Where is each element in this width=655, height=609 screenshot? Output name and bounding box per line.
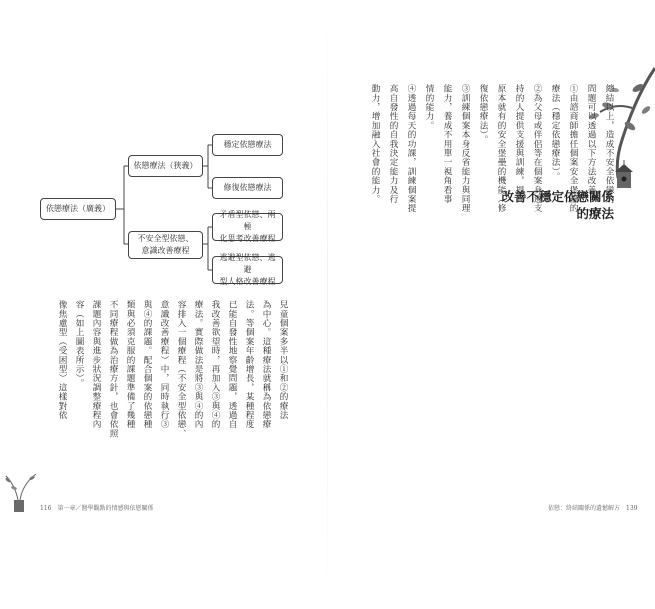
text-column: 兒童個案多半以①和②的療法 — [278, 300, 288, 420]
text-column: 療法（穩定依戀療法）。 — [550, 84, 560, 181]
left-footer: 116 第一章／醫學觀點的情感與依戀關係 — [40, 505, 154, 512]
text-column: 已能自發性地察覺問題，透過自 — [227, 300, 237, 429]
right-footer: 依戀：終結關係的遺憾解方 139 — [548, 505, 638, 512]
text-column: 與④的課題。配合個案的依戀種 — [142, 300, 152, 429]
text-column: 持的人提供支援與訓練，提高 — [514, 84, 524, 204]
text-column: 容（如上圖表所示）。 — [74, 300, 84, 388]
text-column: 復依戀療法）。 — [478, 84, 488, 145]
root-node — [40, 198, 116, 220]
repair-label: 修復依戀療法 — [223, 183, 272, 192]
plant-pot-illustration — [2, 470, 42, 515]
narrow-label: 依戀療法（狹義） — [133, 161, 198, 170]
text-column: 容排入一個療程（不安全型依戀、 — [176, 300, 186, 438]
text-column: ④透過每天的功課，訓練個案提 — [406, 84, 416, 213]
text-column: ③訓練個案本身反省能力與同理 — [460, 84, 470, 213]
text-column: 原本就有的安全堡壘的機能（修 — [496, 84, 506, 213]
text-column: 意識改善療程）中，同時執行③ — [159, 300, 169, 429]
stable-label: 穩定依戀療法 — [223, 140, 272, 149]
text-column: 類與必須克服的課題準備了幾種 — [125, 300, 135, 429]
text-column: 為中心。這種療法就稱為依戀療 — [261, 300, 271, 429]
text-column: 法。等個案年齡增長，某種程度 — [244, 300, 254, 429]
stable-node — [212, 134, 283, 156]
narrow-node — [128, 155, 203, 177]
avoidant-label: 逃避型依戀、逃避 型人格改善療程 — [219, 253, 276, 286]
insecure-node — [128, 231, 203, 259]
section-title: 改善不穩定依戀關係 的療法 — [501, 189, 614, 221]
text-column: 情的能力。 — [424, 84, 434, 130]
ambivalent-label: 矛盾型依戀、兩極 化思考改善療程 — [219, 210, 276, 243]
text-column: 我改善欲望時，再加入③與④的 — [210, 300, 220, 429]
repair-node — [212, 177, 283, 199]
root-label: 依戀療法（廣義） — [46, 204, 110, 213]
text-column: 問題可以透過以下方法改善。 — [586, 84, 596, 204]
text-column: ①由諮商師擔任個案安全堡壘的 — [568, 84, 578, 213]
text-column: ②為父母或伴侶等在個案身邊支 — [532, 84, 542, 213]
text-column: 能力，養成不用單一視角看事 — [442, 84, 452, 204]
insecure-label: 不安全型依戀、 意識改善療程 — [137, 234, 194, 255]
text-column: 課題內容與進步狀況調整療程內 — [91, 300, 101, 429]
text-column: 高自發性的自我決定能力及行 — [388, 84, 398, 204]
text-column: 療法。實際做法是將③與④的內 — [193, 300, 203, 429]
text-column: 動力，增加融入社會的能力。 — [370, 84, 380, 204]
ambivalent-node — [212, 210, 283, 243]
text-column: 總結以上，造成不安全依戀的 — [604, 84, 614, 204]
avoidant-node — [212, 253, 283, 286]
text-column: 不同療程做為治療方針，也會依照 — [108, 300, 118, 438]
text-column: 像焦慮型（受困型）這樣對依 — [57, 300, 67, 420]
